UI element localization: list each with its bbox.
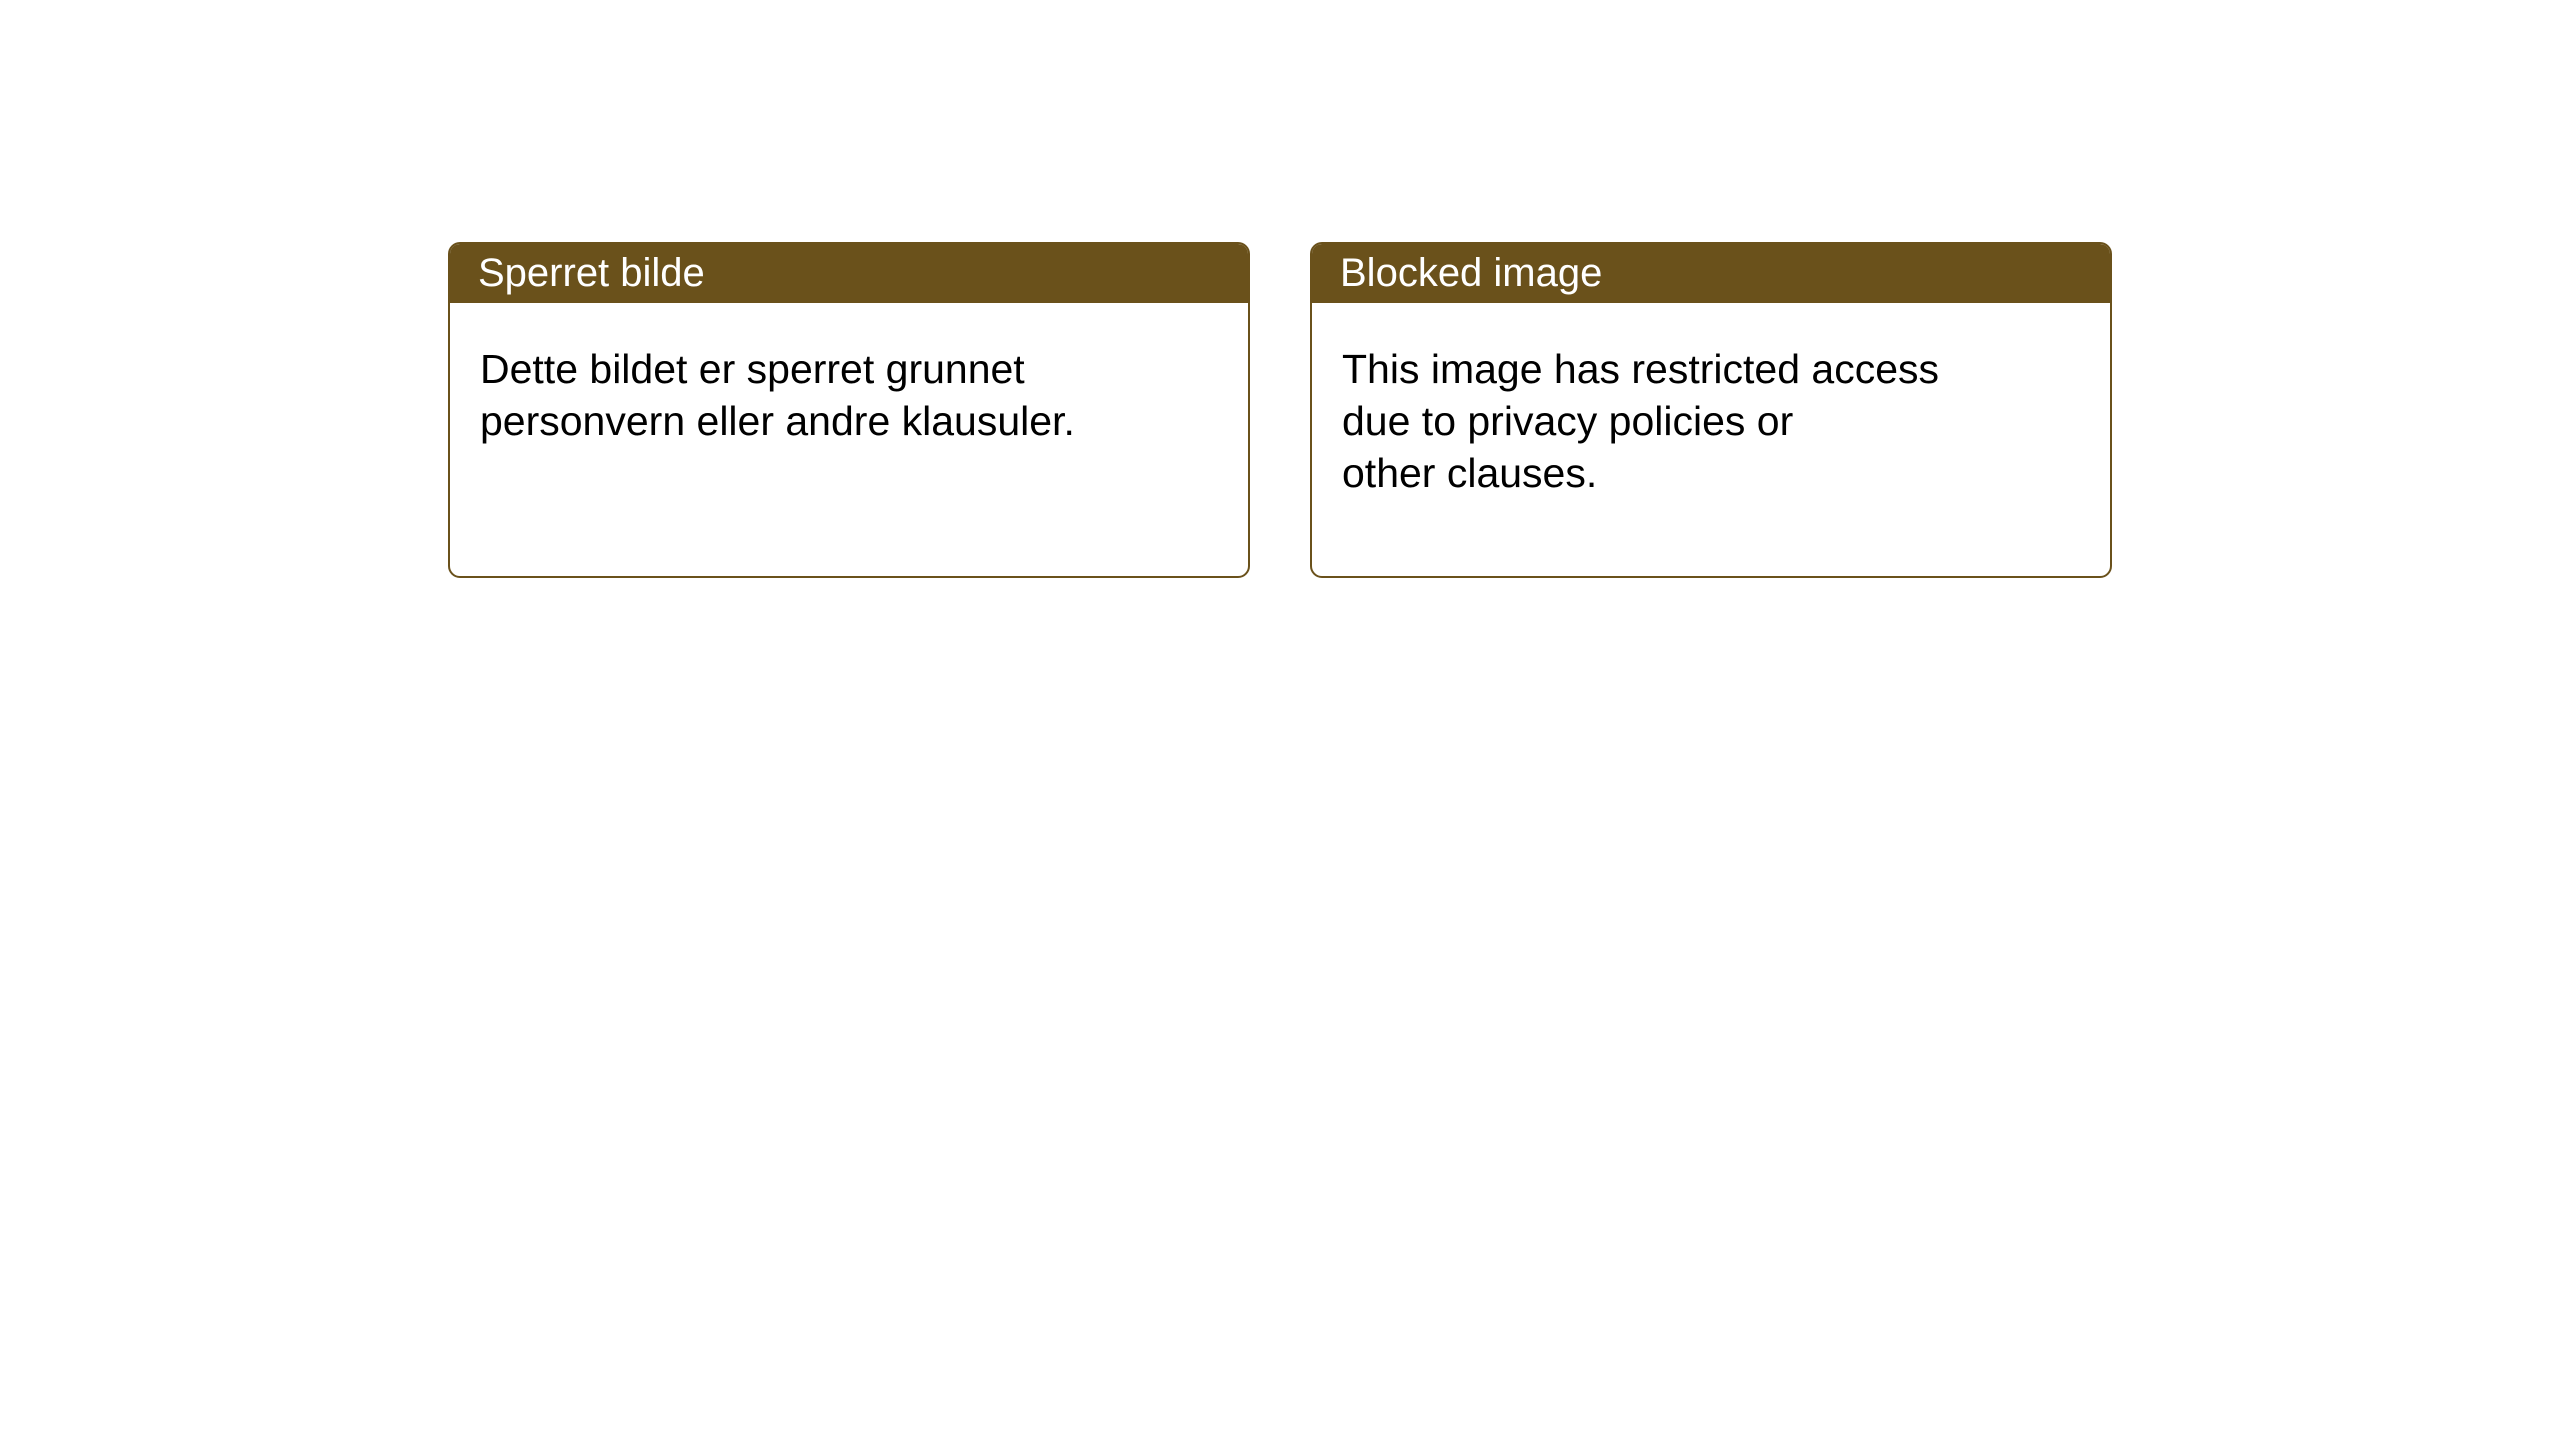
- body-text-line: Dette bildet er sperret grunnet: [480, 346, 1025, 392]
- card-title-english: Blocked image: [1340, 251, 1603, 295]
- body-text-line: other clauses.: [1342, 450, 1598, 496]
- blocked-image-card-english[interactable]: [1310, 242, 2112, 578]
- body-text-line: This image has restricted access: [1342, 346, 1940, 392]
- blocked-image-card-norwegian[interactable]: [448, 242, 1250, 578]
- body-text-line: personvern eller andre klausuler.: [480, 398, 1075, 444]
- card-title-norwegian: Sperret bilde: [478, 251, 705, 295]
- card-body-norwegian: [450, 303, 1248, 447]
- card-header-english: [1312, 244, 2110, 303]
- card-body-english: [1312, 303, 2110, 499]
- card-header-norwegian: [450, 244, 1248, 303]
- body-text-line: due to privacy policies or: [1342, 398, 1794, 444]
